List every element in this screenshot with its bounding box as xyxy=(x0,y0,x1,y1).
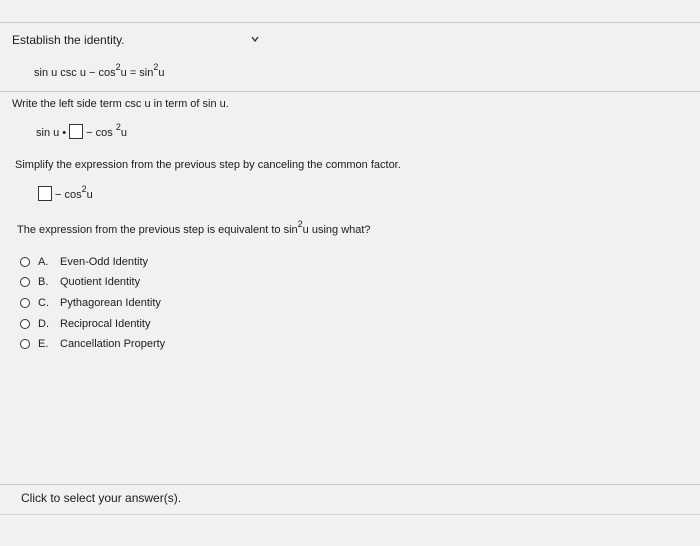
option-a[interactable] xyxy=(20,254,148,270)
radio-button[interactable] xyxy=(20,298,30,308)
option-label: Cancellation Property xyxy=(60,338,166,350)
option-d[interactable] xyxy=(20,316,151,332)
identity-equation xyxy=(34,62,165,79)
option-label: Reciprocal Identity xyxy=(60,318,151,330)
option-letter: D. xyxy=(38,318,49,330)
radio-button[interactable] xyxy=(20,277,30,287)
radio-button[interactable] xyxy=(20,319,30,329)
radio-button[interactable] xyxy=(20,257,30,267)
step2-cos: − cos xyxy=(55,189,82,201)
step2-var: u xyxy=(86,189,93,201)
question-exp: 2 xyxy=(297,219,303,229)
step2-prompt: Simplify the expression from the previous step by canceling the common factor. xyxy=(15,159,401,171)
step1-exp: 2 xyxy=(115,122,121,132)
step1-cos: − cos xyxy=(86,127,113,139)
radio-button[interactable] xyxy=(20,339,30,349)
option-letter: B. xyxy=(38,276,49,288)
step2-expression xyxy=(38,186,93,201)
option-b[interactable] xyxy=(20,274,140,290)
step1-lhs: sin u • xyxy=(36,127,67,139)
identity-lhs: sin u csc u xyxy=(34,67,86,79)
question-text xyxy=(17,219,371,236)
step1-prompt: Write the left side term csc u in term of sin u. xyxy=(12,98,229,110)
section-divider xyxy=(0,91,700,92)
top-divider xyxy=(0,22,700,23)
step2-exp: 2 xyxy=(81,184,87,194)
bottom-divider xyxy=(0,514,700,515)
option-label: Pythagorean Identity xyxy=(60,297,161,309)
option-label: Even-Odd Identity xyxy=(60,256,149,268)
option-letter: E. xyxy=(38,338,49,350)
page-title: Establish the identity. xyxy=(12,33,125,47)
step1-expression xyxy=(36,124,127,139)
chevron-down-icon[interactable] xyxy=(251,35,259,43)
identity-exp-2: 2 xyxy=(153,62,159,72)
option-e[interactable] xyxy=(20,336,165,352)
step2-answer-box[interactable] xyxy=(38,186,52,201)
question-part-b: u using what? xyxy=(302,224,371,236)
step1-var: u xyxy=(120,127,127,139)
step1-answer-box[interactable] xyxy=(69,124,83,139)
footer-divider xyxy=(0,484,700,485)
option-letter: C. xyxy=(38,297,49,309)
option-c[interactable] xyxy=(20,295,161,311)
identity-var: u xyxy=(158,67,165,79)
identity-exp: 2 xyxy=(115,62,121,72)
question-part-a: The expression from the previous step is equivalent to sin xyxy=(17,224,298,236)
identity-cos: − cos xyxy=(89,67,116,79)
option-label: Quotient Identity xyxy=(60,276,141,288)
footer-instruction: Click to select your answer(s). xyxy=(21,491,182,505)
option-letter: A. xyxy=(38,256,49,268)
identity-rhs: u = sin xyxy=(120,67,154,79)
